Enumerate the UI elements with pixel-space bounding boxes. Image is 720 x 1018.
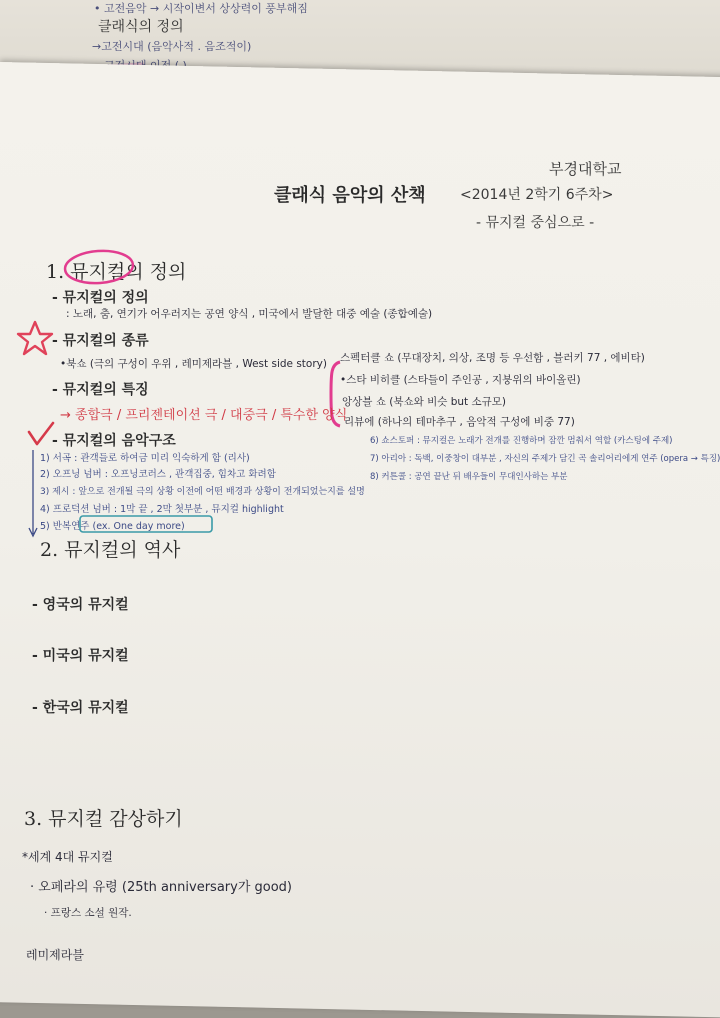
history-us: - 미국의 뮤지컬 xyxy=(32,648,129,664)
university-name: 부경대학교 xyxy=(549,160,622,178)
back-note-line1: • 고전음악 → 시작이변서 상상력이 풍부해짐 xyxy=(94,2,308,15)
sub-structure: - 뮤지컬의 음악구조 xyxy=(52,433,176,449)
structure-item-3: 3) 제시 : 앞으로 전개될 극의 상황 이전에 어떤 배경과 상황이 전개되었는지를 설명 xyxy=(40,487,365,497)
red-star-mark xyxy=(16,319,54,357)
structure-item-6: 6) 쇼스토퍼 : 뮤지컬은 노래가 전개를 진행하며 잠깐 멈춰서 역할 (카스팅에 주제) xyxy=(370,436,673,446)
note-types-star: •스타 비히클 (스타들이 주인공 , 지붕위의 바이올린) xyxy=(340,374,581,386)
structure-item-8: 8) 커튼콜 : 공연 끝난 뒤 배우들이 무대인사하는 부분 xyxy=(370,472,568,482)
history-korea: - 한국의 뮤지컬 xyxy=(32,700,129,716)
left-margin-line xyxy=(28,448,38,538)
note-features: → 종합극 / 프리젠테이션 극 / 대중극 / 특수한 양식 xyxy=(60,408,348,423)
term-label: <2014년 2학기 6주차> xyxy=(460,187,614,203)
pink-circle-mark xyxy=(60,246,138,288)
note-types-spectacle: 스펙터클 쇼 (무대장치, 의상, 조명 등 우선함 , 블러키 77 , 에비타) xyxy=(340,352,645,364)
structure-item-2: 2) 오프닝 넘버 : 오프닝코러스 , 관객집중, 힘차고 화려함 xyxy=(40,469,276,480)
note-types-left: •북쇼 (극의 구성이 우위 , 레미제라블 , West side story) xyxy=(60,358,327,370)
structure-item-7: 7) 아리아 : 독백, 이중창이 대부분 , 자신의 주제가 담긴 곡 솔리어리에게 연주 (opera → 특징) xyxy=(370,454,720,464)
section2-heading: 2. 뮤지컬의 역사 xyxy=(40,539,181,561)
note-definition: : 노래, 춤, 연기가 어우러지는 공연 양식 , 미국에서 발달한 대중 예술 (종합예술) xyxy=(66,308,433,320)
structure-item-4: 4) 프로덕션 넘버 : 1막 끝 , 2막 첫부분 , 뮤지컬 highlight xyxy=(40,504,284,515)
back-page-title: 클래식의 정의 xyxy=(98,19,184,35)
subtitle: - 뮤지컬 중심으로 - xyxy=(476,215,595,231)
back-note-line3: →고전시대 (음악사적 . 음조적이) xyxy=(92,40,252,53)
note-cutoff: 레미제라블 xyxy=(26,948,84,962)
structure-item-5: 5) 반복연주 (ex. One day more) xyxy=(40,521,185,532)
section3-heading: 3. 뮤지컬 감상하기 xyxy=(24,808,183,830)
note-phantom: · 오페라의 유령 (25th anniversary가 good) xyxy=(30,880,293,895)
document-title: 클래식 음악의 산책 xyxy=(274,185,426,206)
note-types-revue: 리뷰에 (하나의 테마추구 , 음악적 구성에 비중 77) xyxy=(344,416,575,428)
history-uk: - 영국의 뮤지컬 xyxy=(32,597,129,613)
sub-definition: - 뮤지컬의 정의 xyxy=(52,290,149,306)
repeat-box-mark xyxy=(78,514,218,536)
note-types-ensemble: 앙상블 쇼 (북쇼와 비슷 but 소규모) xyxy=(342,396,507,408)
section1-heading: 1. 뮤지컬의 정의 xyxy=(46,261,187,283)
sub-features: - 뮤지컬의 특징 xyxy=(52,382,149,398)
structure-item-1: 1) 서곡 : 관객들로 하여금 미리 익숙하게 함 (리사) xyxy=(40,453,250,464)
note-french-novel: · 프랑스 소설 원작. xyxy=(44,907,132,919)
note-four-musicals: *세계 4대 뮤지컬 xyxy=(22,850,113,864)
sub-types: - 뮤지컬의 종류 xyxy=(52,333,149,349)
